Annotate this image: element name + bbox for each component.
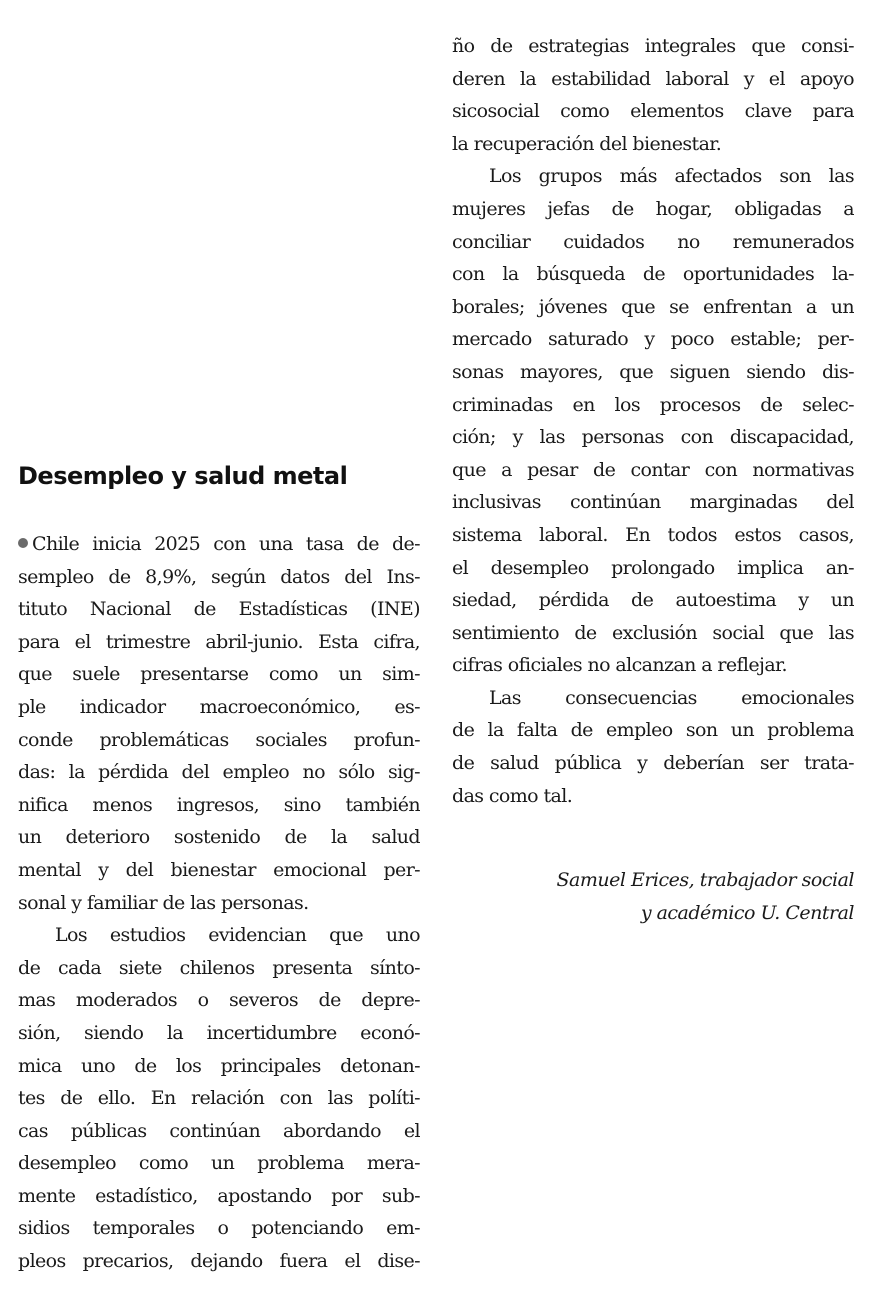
left-line-1: Chile inicia 2025 con una tasa de de-: [18, 528, 420, 561]
right-line-2: deren la estabilidad laboral y el apoyo: [452, 67, 854, 90]
right-line-4: la recuperación del bienestar.: [452, 132, 722, 155]
left-line-7: conde problemáticas sociales profun-: [18, 728, 420, 751]
left-line-11: mental y del bienestar emocional per-: [18, 858, 420, 881]
left-line-16: sión, siendo la incertidumbre econó-: [18, 1021, 420, 1044]
signature-line-affiliation: y académico U. Central: [640, 901, 854, 924]
right-line-20: cifras oficiales no alcanzan a reflejar.: [452, 654, 787, 677]
left-line-15: mas moderados o severos de depre-: [18, 989, 420, 1012]
right-line-22: de la falta de empleo son un problema: [452, 719, 854, 742]
left-line-10: un deterioro sostenido de la salud: [18, 826, 420, 849]
right-line-24: das como tal.: [452, 784, 573, 807]
left-line-3: tituto Nacional de Estadísticas (INE): [18, 598, 420, 621]
right-line-13: ción; y las personas con discapacidad,: [452, 426, 854, 449]
left-line-6: ple indicador macroeconómico, es-: [18, 695, 420, 718]
right-column-body: [452, 30, 854, 812]
left-line-19: cas públicas continúan abordando el: [18, 1119, 420, 1142]
left-line-9: nifica menos ingresos, sino también: [18, 793, 420, 816]
right-line-11: sonas mayores, que siguen siendo dis-: [452, 360, 854, 383]
left-line-18: tes de ello. En relación con las políti-: [18, 1087, 420, 1110]
left-column-body: [18, 528, 420, 1278]
right-line-9: borales; jóvenes que se enfrentan a un: [452, 295, 854, 318]
left-line-23: pleos precarios, dejando fuera el dise-: [18, 1250, 420, 1273]
left-line-21: mente estadístico, apostando por sub-: [18, 1184, 420, 1207]
left-line-4: para el trimestre abril-junio. Esta cifra,: [18, 630, 420, 653]
right-line-12: criminadas en los procesos de selec-: [452, 393, 854, 416]
right-line-5: Los grupos más afectados son las: [489, 165, 854, 188]
right-line-18: siedad, pérdida de autoestima y un: [452, 589, 854, 612]
author-signature: [452, 864, 854, 929]
right-line-19: sentimiento de exclusión social que las: [452, 621, 854, 644]
right-line-10: mercado saturado y poco estable; per-: [452, 328, 854, 351]
left-line-20: desempleo como un problema mera-: [18, 1152, 420, 1175]
left-line-13: Los estudios evidencian que uno: [55, 924, 420, 947]
right-line-8: con la búsqueda de oportunidades la-: [452, 263, 854, 286]
right-line-6: mujeres jefas de hogar, obligadas a: [452, 197, 854, 220]
right-line-21: Las consecuencias emocionales: [489, 686, 854, 709]
right-line-7: conciliar cuidados no remunerados: [452, 230, 854, 253]
right-line-1: ño de estrategias integrales que consi-: [452, 35, 854, 57]
right-line-14: que a pesar de contar con normativas: [452, 458, 854, 481]
left-line-14: de cada siete chilenos presenta sínto-: [18, 956, 420, 979]
left-line-17: mica uno de los principales detonan-: [18, 1054, 420, 1077]
left-line-2: sempleo de 8,9%, según datos del Ins-: [18, 565, 420, 588]
right-line-3: sicosocial como elementos clave para: [452, 100, 854, 123]
right-line-23: de salud pública y deberían ser trata-: [452, 752, 854, 775]
article-headline: Desempleo y salud metal: [18, 462, 348, 490]
signature-line-name: Samuel Erices, trabajador social: [556, 869, 854, 891]
right-line-15: inclusivas continúan marginadas del: [452, 491, 854, 514]
left-line-12: sonal y familiar de las personas.: [18, 891, 309, 914]
left-line-8: das: la pérdida del empleo no sólo sig-: [18, 761, 420, 784]
right-line-16: sistema laboral. En todos estos casos,: [452, 523, 854, 546]
right-line-17: el desempleo prolongado implica an-: [452, 556, 854, 579]
left-line-5: que suele presentarse como un sim-: [18, 663, 420, 686]
bullet-icon: [18, 538, 28, 548]
left-line-22: sidios temporales o potenciando em-: [18, 1217, 420, 1240]
